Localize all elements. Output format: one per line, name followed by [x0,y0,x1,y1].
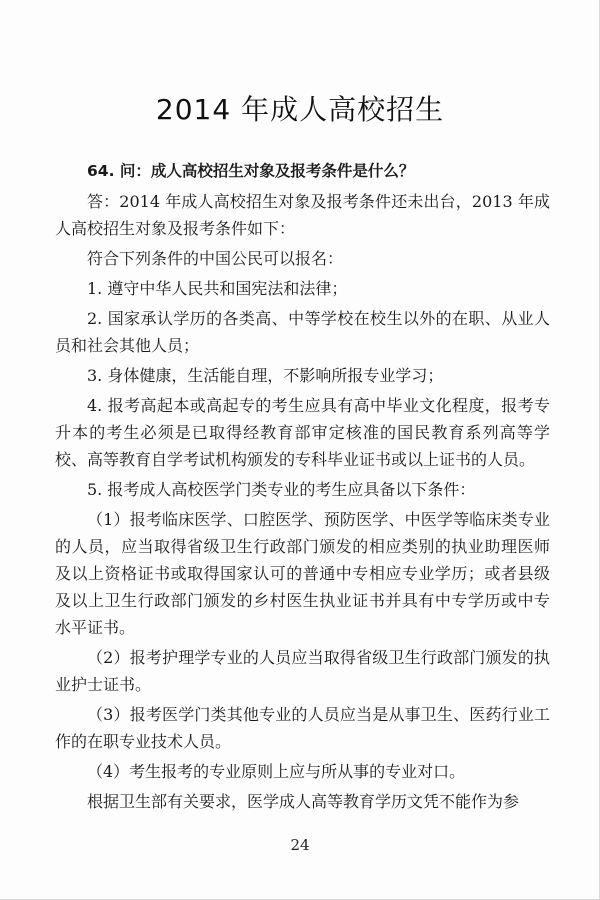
list-item-3: 3. 身体健康，生活能自理，不影响所报专业学习； [87,366,444,385]
page-title: 2014 年成人高校招生 [155,93,445,126]
list-item-1: 1. 遵守中华人民共和国宪法和法律； [87,279,348,298]
page-number: 24 [290,836,310,854]
paragraph: 符合下列条件的中国公民可以报名： [87,249,344,268]
list-item-2: 2. 国家承认学历的各类高、中等学校在校生以外的在职、从业人员和社会其他人员； [55,309,550,355]
paragraph: 根据卫生部有关要求，医学成人高等教育学历文凭不能作为参 [87,792,520,811]
sub-item-4: （4）考生报考的专业原则上应与所从事的专业对口。 [87,762,466,781]
sub-item-1: （1）报考临床医学、口腔医学、预防医学、中医学等临床类专业的人员，应当取得省级卫生行政部门颁发的相应类别的执业助理医师及以上资格证书或取得国家认可的普通中专相应专业学历；或者县级及以上卫生行政部门颁发的乡村医生执业证书并具有中专学历或中专水平证书。 [55,510,550,637]
page-body [55,158,550,818]
answer-intro: 答：2014 年成人高校招生对象及报考条件还未出台，2013 年成人高校招生对象及报考条件如下： [55,192,550,238]
list-item-4: 4. 报考高起本或高起专的考生应具有高中毕业文化程度，报考专升本的考生必须是已取得经教育部审定核准的国民教育系列高等学校、高等教育自学考试机构颁发的专科毕业证书或以上证书的人员。 [55,396,550,469]
list-item-5: 5. 报考成人高校医学门类专业的考生应具备以下条件： [87,480,476,499]
sub-item-3: （3）报考医学门类其他专业的人员应当是从事卫生、医药行业工作的在职专业技术人员。 [55,705,550,751]
question-heading: 64. 问：成人高校招生对象及报考条件是什么？ [87,162,415,180]
sub-item-2: （2）报考护理学专业的人员应当取得省级卫生行政部门颁发的执业护士证书。 [55,648,550,694]
